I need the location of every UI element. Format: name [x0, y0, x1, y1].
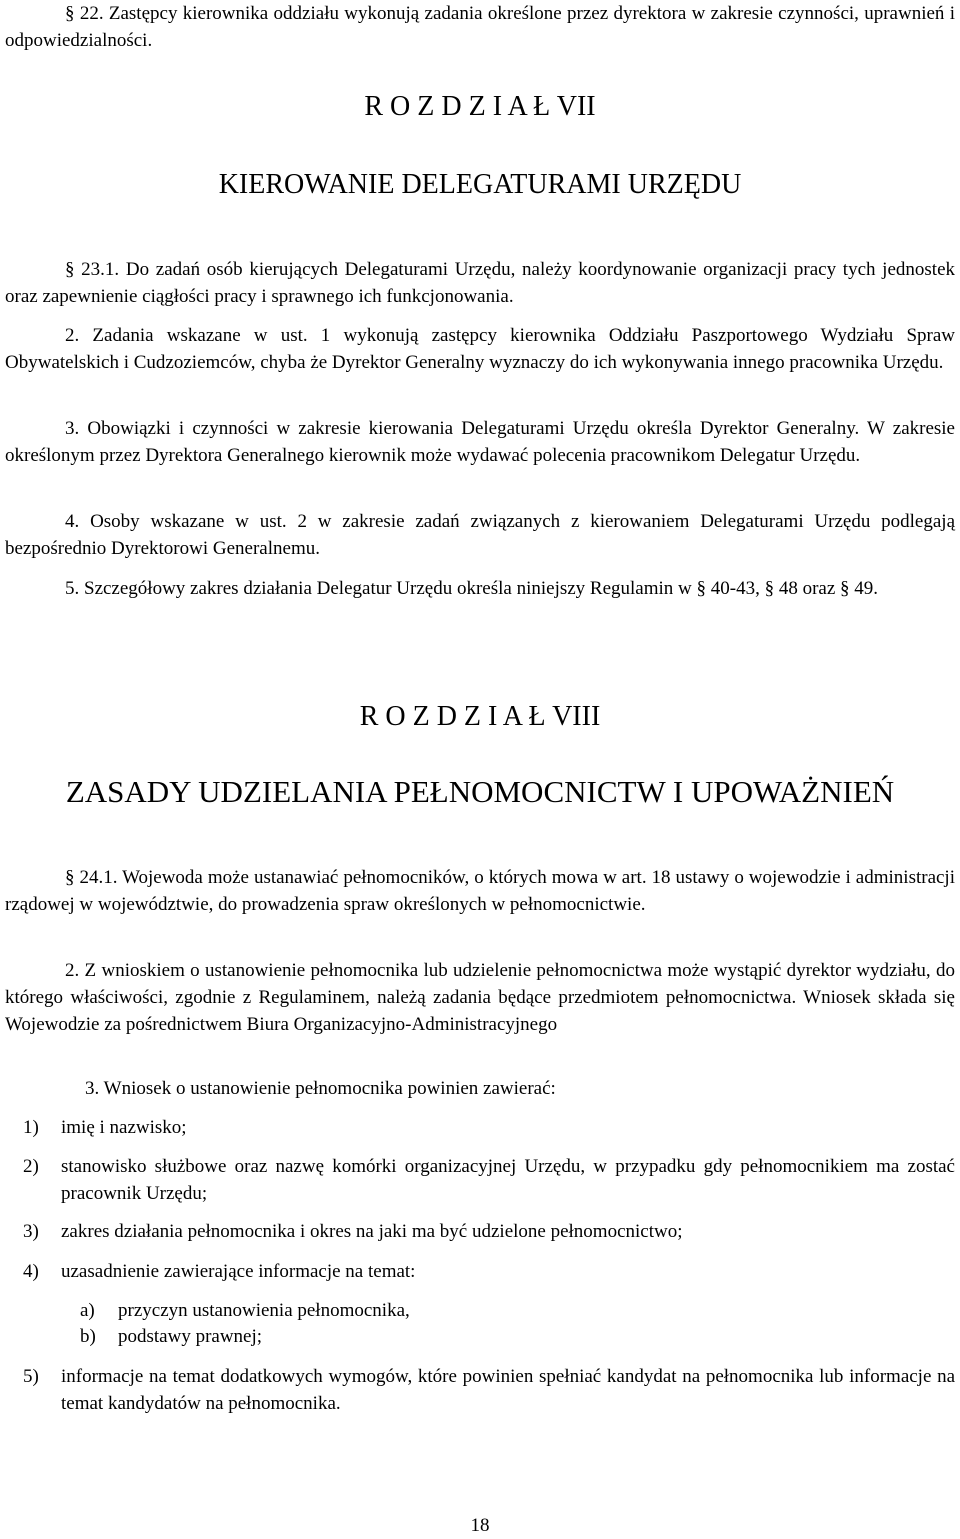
page-number: 18 — [470, 1515, 490, 1536]
paragraph-22: § 22. Zastępcy kierownika oddziału wykonują zadania określone przez dyrektora w zakresie czynności, uprawnień i odpowiedzialności. — [5, 3, 955, 51]
list-item-text: zakres działania pełnomocnika i okres na jaki ma być udzielone pełnomocnictwo; — [61, 1221, 683, 1242]
list-item-text: uzasadnienie zawierające informacje na temat: — [61, 1261, 416, 1282]
chapter-8-title: ZASADY UDZIELANIA PEŁNOMOCNICTW I UPOWAŻNIEŃ — [65, 774, 895, 809]
sub-list-item-letter: b) — [80, 1326, 96, 1347]
paragraph-23-3: 3. Obowiązki i czynności w zakresie kierowania Delegaturami Urzędu określa Dyrektor Generalny. W zakresie określonym przez Dyrektora Generalnego kierownik może wydawać polecenia pracownikom Delegatur Urzędu. — [5, 418, 955, 466]
list-item-text: imię i nazwisko; — [61, 1117, 187, 1138]
paragraph-24-3: 3. Wniosek o ustanowienie pełnomocnika powinien zawierać: — [85, 1078, 556, 1099]
paragraph-23-5: 5. Szczegółowy zakres działania Delegatur Urzędu określa niniejszy Regulamin w § 40-43, § 48 oraz § 49. — [65, 578, 879, 599]
paragraph-24-1: § 24.1. Wojewoda może ustanawiać pełnomocników, o których mowa w art. 18 ustawy o wojewodzie i administracji rządowej w województwie, do prowadzenia spraw określonych w pełnomocnictwie. — [5, 867, 955, 915]
list-item — [23, 1153, 955, 1207]
chapter-7-label: R O Z D Z I A Ł VII — [364, 91, 596, 122]
paragraph-23-2: 2. Zadania wskazane w ust. 1 wykonują zastępcy kierownika Oddziału Paszportowego Wydziału Spraw Obywatelskich i Cudzoziemców, chyba że Dyrektor Generalny wyznaczy do ich wykonywania innego pracownika Urzędu. — [5, 325, 955, 373]
sub-list-item-text: przyczyn ustanowienia pełnomocnika, — [118, 1300, 410, 1321]
list-item-text: stanowisko służbowe oraz nazwę komórki organizacyjnej Urzędu, w przypadku gdy pełnomocnikiem ma zostać pracownik Urzędu; — [61, 1156, 955, 1204]
sub-list-item-letter: a) — [80, 1300, 95, 1321]
chapter-8-label: R O Z D Z I A Ł VIII — [359, 701, 601, 732]
sub-list-item — [80, 1323, 955, 1350]
list-item — [23, 1258, 955, 1285]
paragraph-23-1: § 23.1. Do zadań osób kierujących Delegaturami Urzędu, należy koordynowanie organizacji pracy tych jednostek oraz zapewnienie ciągłości pracy i sprawnego ich funkcjonowania. — [5, 259, 955, 307]
paragraph-23-4: 4. Osoby wskazane w ust. 2 w zakresie zadań związanych z kierowaniem Delegaturami Urzędu podlegają bezpośrednio Dyrektorowi Generalnemu. — [5, 511, 955, 559]
list-item — [23, 1363, 955, 1417]
chapter-7-title: KIEROWANIE DELEGATURAMI URZĘDU — [218, 169, 742, 200]
list-item-number: 4) — [23, 1261, 39, 1282]
list-item — [23, 1218, 955, 1245]
sub-list-item-text: podstawy prawnej; — [118, 1326, 263, 1347]
list-item-number: 5) — [23, 1366, 39, 1387]
list-item-number: 2) — [23, 1156, 39, 1177]
list-item — [23, 1114, 955, 1141]
sub-list-item — [80, 1297, 955, 1324]
list-item-text: informacje na temat dodatkowych wymogów, które powinien spełniać kandydat na pełnomocnika lub informacje na temat kandydatów na pełnomocnika. — [61, 1366, 955, 1414]
paragraph-24-2: 2. Z wnioskiem o ustanowienie pełnomocnika lub udzielenie pełnomocnictwa może wystąpić dyrektor wydziału, do którego właściwości, zgodnie z Regulaminem, należą zadania będące przedmiotem pełnomocnictwa. Wniosek składa się Wojewodzie za pośrednictwem Biura Organizacyjno-Administracyjnego — [5, 960, 955, 1035]
list-item-number: 3) — [23, 1221, 39, 1242]
list-item-number: 1) — [23, 1117, 39, 1138]
